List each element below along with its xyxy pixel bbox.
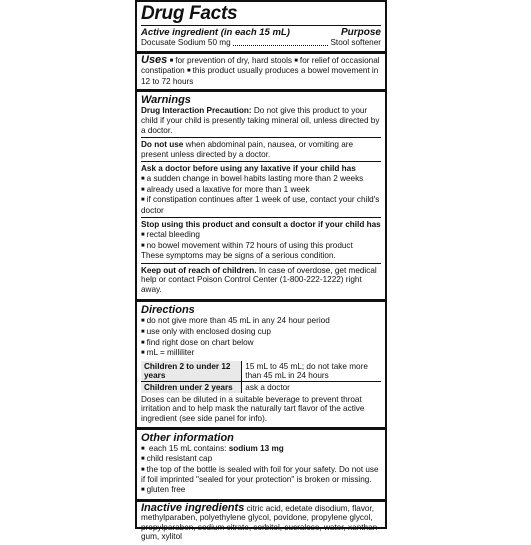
leader-dots bbox=[233, 38, 329, 46]
uses-heading: Uses bbox=[141, 53, 168, 66]
active-ingredient-heading bbox=[141, 27, 290, 38]
stop-using-item: ■ no bowel movement within 72 hours of using this product bbox=[141, 241, 381, 252]
interaction-block bbox=[141, 106, 381, 138]
warnings-section bbox=[137, 92, 385, 302]
stop-using-item: ■ rectal bleeding bbox=[141, 230, 381, 241]
directions-item: ■ mL = milliliter bbox=[141, 348, 381, 359]
page-title: Drug Facts bbox=[141, 3, 238, 24]
other-info-item: ■ gluten free bbox=[141, 485, 381, 496]
uses-item: ■ for relief of occasional constipation bbox=[141, 56, 380, 76]
uses-item: ■ this product usually produces a bowel movement in 12 to 72 hours bbox=[141, 66, 378, 86]
active-ingredient-note: (in each 15 mL) bbox=[220, 27, 290, 38]
ask-doctor-item: ■ a sudden change in bowel habits lasting more than 2 weeks bbox=[141, 174, 381, 185]
table-row bbox=[141, 381, 381, 393]
interaction-text: Do not give this product to your child if your child is presently taking mineral oil, unless directed by a doctor. bbox=[141, 106, 380, 135]
warnings-heading: Warnings bbox=[141, 94, 191, 107]
active-ingredient-label: Active ingredient bbox=[141, 27, 219, 38]
other-info-item: ■ the top of the bottle is sealed with foil for your safety. Do not use if foil imprinted "sealed for your protection" is broken or missing. bbox=[141, 465, 381, 485]
inactive-heading: Inactive ingredients bbox=[141, 501, 245, 514]
do-not-use-block bbox=[141, 140, 381, 162]
ingredient-row bbox=[141, 38, 381, 48]
age-cell: Children under 2 years bbox=[141, 381, 242, 393]
other-info-item bbox=[141, 444, 381, 455]
inactive-text: citric acid, edetate disodium, flavor, methylparaben, polyethylene glycol, povidone, propylene glycol, propylparaben, sodium citrate, sorbitol, sucralose, water, xanthan gum, xylitol bbox=[141, 503, 378, 542]
dosing-table bbox=[141, 361, 381, 393]
ask-doctor-item: ■ if constipation continues after 1 week of use, contact your child's doctor bbox=[141, 195, 381, 215]
directions-heading: Directions bbox=[141, 304, 195, 317]
dose-cell: 15 mL to 45 mL; do not take more than 45 mL in 24 hours bbox=[242, 361, 381, 382]
other-info-item: ■ child resistant cap bbox=[141, 454, 381, 465]
do-not-use-text: when abdominal pain, nausea, or vomiting are present unless directed by a doctor. bbox=[141, 140, 354, 159]
purpose-heading: Purpose bbox=[340, 27, 381, 38]
sodium-text: each 15 mL contains: bbox=[148, 443, 227, 453]
other-info-section bbox=[137, 430, 385, 502]
stop-using-note: These symptoms may be signs of a serious condition. bbox=[141, 251, 336, 261]
dose-cell: ask a doctor bbox=[242, 381, 381, 393]
stop-using-block bbox=[141, 220, 381, 263]
ask-doctor-heading: Ask a doctor before using any laxative if your child has bbox=[141, 164, 356, 174]
reach-text: In case of overdose, get medical help or contact Poison Control Center (1-800-222-1222) right away. bbox=[141, 265, 377, 294]
inactive-section bbox=[137, 502, 385, 545]
sodium-amount: sodium 13 mg bbox=[228, 443, 284, 453]
ingredient-name: Docusate Sodium 50 mg bbox=[141, 38, 231, 47]
directions-section bbox=[137, 302, 385, 429]
divider bbox=[141, 25, 381, 26]
directions-item: ■ do not give more than 45 mL in any 24 hour period bbox=[141, 316, 381, 327]
ask-doctor-item: ■ already used a laxative for more than 1 week bbox=[141, 185, 381, 196]
active-header-row bbox=[141, 27, 381, 38]
drug-facts-panel bbox=[135, 0, 387, 542]
do-not-use-label: Do not use bbox=[141, 140, 184, 150]
reach-label: Keep out of reach of children. bbox=[141, 265, 257, 275]
table-row bbox=[141, 361, 381, 382]
stop-using-heading: Stop using this product and consult a doctor if your child has bbox=[141, 220, 381, 230]
header-section bbox=[137, 2, 385, 54]
directions-item: ■ find right dose on chart below bbox=[141, 338, 381, 349]
uses-section bbox=[137, 54, 385, 93]
uses-item: ■ for prevention of dry, hard stools bbox=[170, 56, 292, 65]
reach-block bbox=[141, 266, 381, 297]
ask-doctor-block bbox=[141, 164, 381, 218]
age-cell: Children 2 to under 12 years bbox=[141, 361, 242, 382]
directions-item: ■ use only with enclosed dosing cup bbox=[141, 327, 381, 338]
directions-note: Doses can be diluted in a suitable beverage to prevent throat irritation and to help mask the naturally tart flavor of the active ingredient (see side panel for info). bbox=[141, 394, 365, 424]
interaction-label: Drug Interaction Precaution: bbox=[141, 106, 252, 116]
ingredient-purpose: Stool softener bbox=[330, 38, 381, 47]
other-info-heading: Other information bbox=[141, 431, 234, 444]
